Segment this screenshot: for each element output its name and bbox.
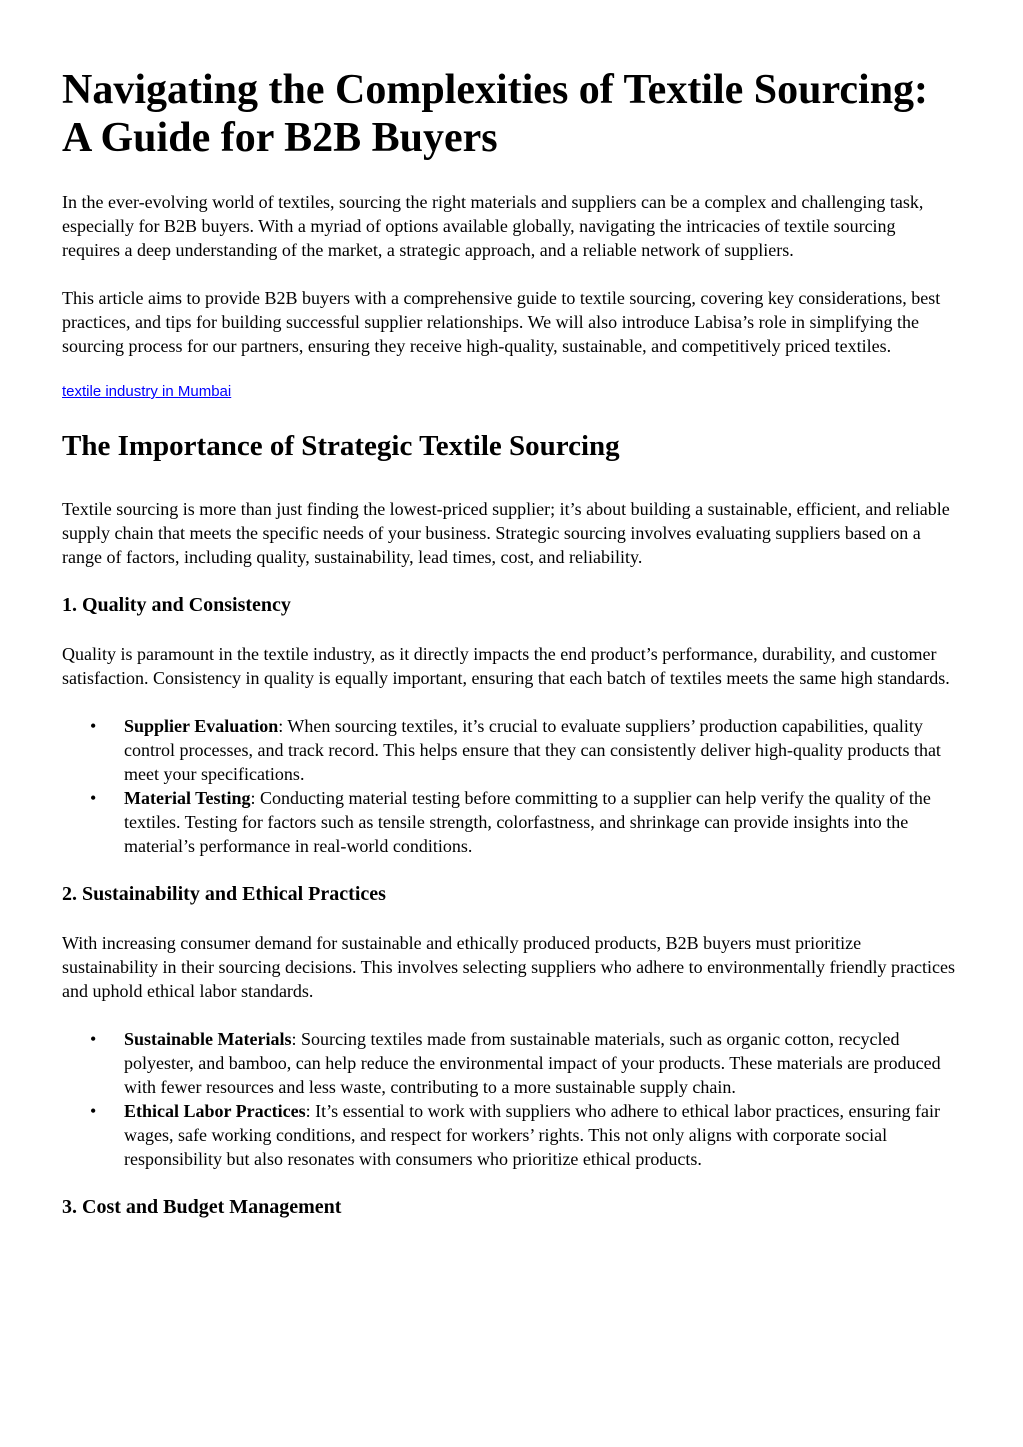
bullet-icon: • <box>90 1101 97 1121</box>
section-heading: The Importance of Strategic Textile Sourcing <box>62 430 620 462</box>
list-item-text: : Sourcing textiles made from sustainable materials, such as organic cotton, recycled polyester, and bamboo, can help reduce the environmental impact of your products. These materials are produced with fewer resources and less waste, contributing to a more sustainable supply chain. <box>124 1029 941 1097</box>
bullet-icon: • <box>90 716 97 736</box>
subsection-heading-sustainability: 2. Sustainability and Ethical Practices <box>62 883 386 905</box>
subsection-paragraph-quality: Quality is paramount in the textile industry, as it directly impacts the end product’s performance, durability, and customer satisfaction. Consistency in quality is equally important, ensuring that each batch of textiles meets the same high standards. <box>62 644 950 688</box>
document-page <box>62 66 957 1244</box>
article-title: Navigating the Complexities of Textile Sourcing: A Guide for B2B Buyers <box>62 67 929 161</box>
list-item-term: Supplier Evaluation <box>124 716 279 736</box>
list-item-text: : When sourcing textiles, it’s crucial to evaluate suppliers’ production capabilities, quality control processes, and track record. This helps ensure that they can consistently deliver high-quality products that meet your specifications. <box>124 716 941 784</box>
list-item-term: Ethical Labor Practices <box>124 1101 306 1121</box>
list-item <box>90 714 957 786</box>
link-container <box>62 382 957 402</box>
list-item-text: : It’s essential to work with suppliers who adhere to ethical labor practices, ensuring fair wages, safe working conditions, and respect for workers’ rights. This not only aligns with corporate social responsibility but also resonates with consumers who prioritize ethical products. <box>124 1101 940 1169</box>
subsection-heading-quality: 1. Quality and Consistency <box>62 594 291 616</box>
list-item-term: Material Testing <box>124 788 251 808</box>
list-item <box>90 786 957 858</box>
intro-paragraph-2: This article aims to provide B2B buyers with a comprehensive guide to textile sourcing, covering key considerations, best practices, and tips for building successful supplier relationships. We will also introduce Labisa’s role in simplifying the sourcing process for our partners, ensuring they receive high-quality, sustainable, and competitively priced textiles. <box>62 288 941 356</box>
subsection-paragraph-sustainability: With increasing consumer demand for sustainable and ethically produced products, B2B buyers must prioritize sustainability in their sourcing decisions. This involves selecting suppliers who adhere to environmentally friendly practices and uphold ethical labor standards. <box>62 933 955 1001</box>
list-item-text: : Conducting material testing before committing to a supplier can help verify the quality of the textiles. Testing for factors such as tensile strength, colorfastness, and shrinkage can provide insights into the material’s performance in real-world conditions. <box>124 788 931 856</box>
textile-industry-link[interactable]: textile industry in Mumbai <box>62 383 232 400</box>
bullet-icon: • <box>90 788 97 808</box>
bullet-list-sustainability <box>62 1027 957 1171</box>
bullet-list-quality <box>62 714 957 858</box>
list-item-term: Sustainable Materials <box>124 1029 292 1049</box>
list-item <box>90 1027 957 1099</box>
intro-paragraph-1: In the ever-evolving world of textiles, sourcing the right materials and suppliers can be a complex and challenging task, especially for B2B buyers. With a myriad of options available globally, navigating the intricacies of textile sourcing requires a deep understanding of the market, a strategic approach, and a reliable network of suppliers. <box>62 192 924 260</box>
bullet-icon: • <box>90 1029 97 1049</box>
section-paragraph: Textile sourcing is more than just finding the lowest-priced supplier; it’s about building a sustainable, efficient, and reliable supply chain that meets the specific needs of your business. Strategic sourcing involves evaluating suppliers based on a range of factors, including quality, sustainability, lead times, cost, and reliability. <box>62 499 950 567</box>
list-item <box>90 1099 957 1171</box>
subsection-heading-cost: 3. Cost and Budget Management <box>62 1196 342 1218</box>
